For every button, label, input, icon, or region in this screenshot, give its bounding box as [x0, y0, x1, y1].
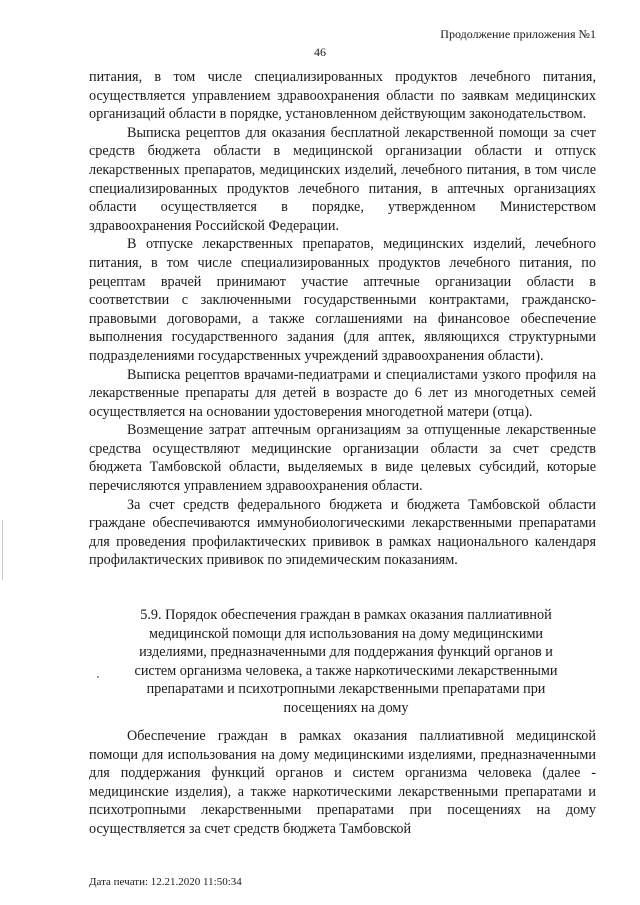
appendix-note: Продолжение приложения №1: [440, 27, 596, 41]
paragraph-1: питания, в том числе специализированных продуктов лечебного питания, осуществляется управлением здравоохранения области по заявкам медицинских организаций области в порядке, установленном действующим законодательством.: [89, 69, 596, 123]
section-body: [89, 727, 596, 839]
scan-dot-mark: [97, 676, 99, 678]
paragraph-3: В отпуске лекарственных препаратов, медицинских изделий, лечебного питания, в том числе специализированных продуктов лечебного питания, по рецептам врачей принимают участие аптечные организации области в соответствии с заключенными государственными контрактами, гражданско-правовыми договорами, а также соглашениями на финансовое обеспечение выполнения государственного задания (для аптек, являющихся структурными подразделениями государственных учреждений здравоохранения области).: [89, 236, 596, 364]
paragraph-5: Возмещение затрат аптечным организациям за отпущенные лекарственные средства осуществляют медицинские организации области за счет средств бюджета Тамбовской области, выделяемых в виде целевых субсидий, которые перечисляются управлением здравоохранения области.: [89, 422, 596, 495]
print-date: Дата печати: 12.21.2020 11:50:34: [89, 876, 242, 888]
paragraph-4: Выписка рецептов врачами-педиатрами и специалистами узкого профиля на лекарственные препараты для детей в возрасте до 6 лет из многодетных семей осуществляется на основании удостоверения многодетной матери (отца).: [89, 366, 596, 420]
page-number: 46: [314, 45, 326, 59]
document-body: [89, 68, 596, 570]
section-heading: 5.9. Порядок обеспечения граждан в рамках оказания паллиативной медицинской помощи для использования на дому медицинскими изделиями, предназначенными для поддержания функций органов и систем организма человека, а также наркотическими лекарственными препаратами и психотропными лекарственными препаратами при посещениях на дому: [134, 607, 558, 716]
scan-margin-mark: [2, 520, 3, 580]
paragraph-6: За счет средств федерального бюджета и бюджета Тамбовской области граждане обеспечиваются иммунобиологическими лекарственными препаратами для проведения профилактических прививок в рамках национального календаря профилактических прививок по эпидемическим показаниям.: [89, 496, 596, 569]
section-paragraph: Обеспечение граждан в рамках оказания паллиативной медицинской помощи для использования на дому медицинскими изделиями, предназначенными для поддержания функций органов и систем организма человека (далее - медицинские изделия), а также наркотическими лекарственными препаратами и психотропными лекарственными препаратами при посещениях на дому осуществляется за счет средств бюджета Тамбовской: [89, 728, 596, 837]
paragraph-2: Выписка рецептов для оказания бесплатной лекарственной помощи за счет средств бюджета области в медицинской организации области и отпуск лекарственных препаратов, медицинских изделий, лечебного питания, в том числе специализированных продуктов лечебного питания, в аптечных организациях области осуществляется в порядке, утвержденном Министерством здравоохранения Российской Федерации.: [89, 124, 596, 234]
